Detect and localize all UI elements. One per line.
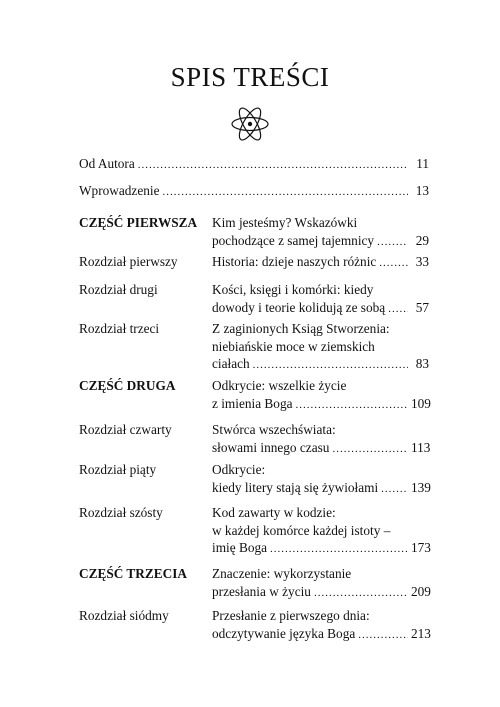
page-title: SPIS TREŚCI [170,62,330,92]
entry-line-text: Kim jesteśmy? Wskazówki [212,215,358,230]
page-number: 83 [415,356,429,371]
entry-line [212,355,429,375]
entry-line-text: Znaczenie: wykorzystanie [212,566,352,581]
entry-line [212,232,429,252]
part-label: CZĘŚĆ PIERWSZA [79,215,198,230]
entry-title [212,253,429,273]
entry-line-text: Stwórca wszechświata: [212,422,336,437]
entry-line-text: Odkrycie: [212,462,266,477]
entry-line [212,522,429,540]
entry-line [212,281,429,299]
dot-leader [138,155,408,175]
entry-line [212,299,429,319]
entry-line [212,565,429,583]
entry-line-text: ciałach [212,356,250,371]
chapter-label: Rozdział siódmy [79,608,169,623]
dot-leader [388,299,408,319]
entry-title [79,182,429,202]
dot-leader [381,479,408,499]
dot-leader [253,355,408,375]
entry-title [79,155,429,175]
dot-leader [162,182,408,202]
page-number: 11 [416,156,429,171]
page-number: 173 [411,540,431,555]
entry-line-text: Kod zawarty w kodzie: [212,505,336,520]
entry-line [212,439,429,459]
entry-line-text: Wprowadzenie [79,183,160,198]
atom-icon [230,101,270,147]
dot-leader [379,253,408,273]
entry-line-text: z imienia Boga [212,395,293,411]
entry-line [212,607,429,625]
entry-title [212,461,429,498]
part-label: CZĘŚĆ TRZECIA [79,566,188,581]
page-number: 109 [411,395,431,411]
entry-line [212,421,429,439]
entry-line [212,338,429,356]
page-number: 113 [411,439,431,455]
page-number: 13 [415,183,429,198]
entry-line-text: Historia: dzieje naszych różnic [212,254,377,269]
dot-leader [270,539,408,559]
page-number: 33 [415,254,429,269]
entry-line-text: Przesłanie z pierwszego dnia: [212,608,370,623]
entry-line-text: dowody i teorie kolidują ze sobą [212,299,386,315]
entry-line-text: w każdej komórce każdej istoty – [212,522,391,538]
chapter-label: Rozdział drugi [79,282,158,297]
page-number: 29 [415,232,429,248]
entry-line-text: niebiańskie moce w ziemskich [212,338,375,354]
entry-line-text: odczytywanie języka Boga [212,625,356,641]
entry-line [212,625,429,645]
entry-title [212,377,429,414]
page-number: 213 [411,625,431,641]
entry-line [212,253,429,273]
entry-line [212,539,429,559]
entry-line [212,320,429,338]
entry-line [212,377,429,395]
entry-title [212,565,429,602]
entry-line-text: Kości, księgi i komórki: kiedy [212,282,374,297]
entry-title [212,421,429,458]
entry-line [212,479,429,499]
entry-line-text: słowami innego czasu [212,439,330,455]
page-number: 209 [411,583,431,599]
chapter-label: Rozdział piąty [79,462,157,477]
entry-line-text: przesłania w życiu [212,583,311,599]
chapter-label: Rozdział czwarty [79,422,172,437]
dot-leader [296,395,409,415]
chapter-label: Rozdział pierwszy [79,254,178,269]
entry-line [212,395,429,415]
entry-line-text: pochodzące z samej tajemnicy [212,232,375,248]
entry-line [212,583,429,603]
entry-line [79,155,429,175]
entry-line-text: Odkrycie: wszelkie życie [212,378,347,393]
dot-leader [332,439,408,459]
chapter-label: Rozdział trzeci [79,321,160,336]
chapter-label: Rozdział szósty [79,505,163,520]
dot-leader [358,625,408,645]
entry-title [212,214,429,251]
dot-leader [377,232,408,252]
entry-title [212,504,429,559]
entry-line [79,182,429,202]
entry-line-text: kiedy litery stają się żywiołami [212,479,379,495]
entry-line [212,504,429,522]
page-number: 57 [415,299,429,315]
entry-line-text: Od Autora [79,156,135,171]
entry-line [212,461,429,479]
entry-title [212,607,429,644]
entry-line-text: imię Boga [212,540,268,555]
entry-title [212,281,429,318]
part-label: CZĘŚĆ DRUGA [79,378,176,393]
entry-line [212,214,429,232]
page-number: 139 [411,479,431,495]
entry-line-text: Z zaginionych Ksiąg Stworzenia: [212,321,390,336]
entry-title [212,320,429,375]
dot-leader [314,583,408,603]
